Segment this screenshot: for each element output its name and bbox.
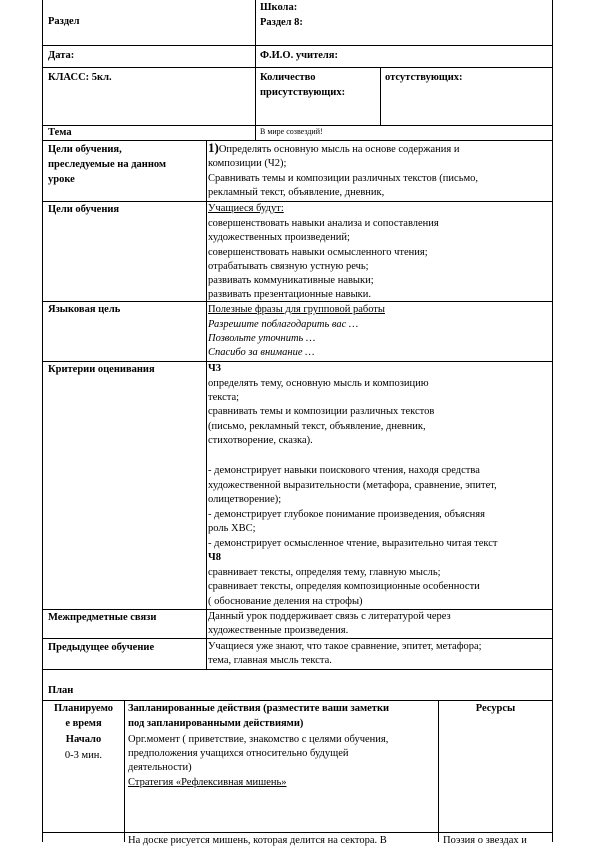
criteria-line: ( обоснование деления на строфы) <box>208 596 363 607</box>
goals-main-label: уроке <box>48 174 75 185</box>
goals-line: развивать коммуникативные навыки; <box>208 275 374 286</box>
prior-line: тема, главная мысль текста. <box>208 655 332 666</box>
goals-main-line: Сравнивать темы и композиции различных текстов (письмо, <box>208 173 479 184</box>
table-border-right <box>552 0 553 842</box>
language-phrase: Спасибо за внимание … <box>208 347 315 358</box>
strategy-link: Стратегия «Рефлексивная мишень» <box>128 777 287 788</box>
goals-main-label: Цели обучения, <box>48 144 122 155</box>
criteria-line: сравнивает тексты, определяя тему, главную мысль; <box>208 567 441 578</box>
criteria-line: роль ХВС; <box>208 523 256 534</box>
column-divider <box>255 0 256 141</box>
next-action-line: На доске рисуется мишень, которая делится на сектора. В <box>128 835 387 846</box>
goals-main-line: Определять основную мысль на основе содержания и <box>218 144 460 155</box>
cross-label: Межпредметные связи <box>48 612 157 623</box>
criteria-line: сравнивает тексты, определяя композиционные особенности <box>208 581 480 592</box>
criteria-code: Ч3 <box>208 363 221 374</box>
criteria-line: текста; <box>208 392 240 403</box>
criteria-line: художественной выразительности (метафора, сравнение, эпитет, <box>208 480 497 491</box>
criteria-line: сравнивать темы и композиции различных текстов <box>208 406 435 417</box>
goals-line: развивать презентационные навыки. <box>208 289 372 300</box>
criteria-line: - демонстрирует глубокое понимание произведения, объясняя <box>208 509 485 520</box>
next-resource-line: Поэзия о звездах и <box>443 835 527 846</box>
goals-heading: Учащиеся будут: <box>208 203 284 214</box>
plan-label: План <box>48 685 74 696</box>
column-divider <box>438 700 439 842</box>
start-time: 0-3 мин. <box>64 750 103 761</box>
class-label: КЛАСС: 5кл. <box>48 72 112 83</box>
language-phrase: Разрешите поблагодарить вас … <box>208 319 359 330</box>
section8-label: Раздел 8: <box>260 17 303 28</box>
time-header: е время <box>65 718 102 729</box>
time-header: Планируемо <box>54 703 113 714</box>
goals-line: художественных произведений; <box>208 232 350 243</box>
criteria-line: стихотворение, сказка). <box>208 435 313 446</box>
language-label: Языковая цель <box>48 304 121 315</box>
row-divider <box>42 45 553 46</box>
criteria-line: определять тему, основную мысль и композицию <box>208 378 429 389</box>
resources-header: Ресурсы <box>475 703 516 714</box>
theme-label: Тема <box>48 127 72 138</box>
prior-line: Учащиеся уже знают, что такое сравнение, эпитет, метафора; <box>208 641 482 652</box>
teacher-label: Ф.И.О. учителя: <box>260 50 338 61</box>
language-phrase: Позвольте уточнить … <box>208 333 316 344</box>
goals-main-line: композиции (Ч2); <box>208 158 287 169</box>
row-divider <box>42 832 553 833</box>
actions-header: Запланированные действия (разместите ваши заметки <box>128 703 390 714</box>
goals-main-number: 1) <box>208 140 219 155</box>
start-label: Начало <box>65 734 102 745</box>
goals-line: совершенствовать навыки анализа и сопоставления <box>208 218 439 229</box>
row-divider <box>42 700 553 701</box>
prior-label: Предыдущее обучение <box>48 642 155 653</box>
row-divider <box>42 201 553 202</box>
column-divider <box>380 67 381 126</box>
row-divider <box>42 361 553 362</box>
action-line: предположения учащихся относительно будущей <box>128 748 349 759</box>
row-divider <box>42 67 553 68</box>
date-label: Дата: <box>48 50 75 61</box>
language-heading: Полезные фразы для групповой работы <box>208 304 385 315</box>
theme-value: В мире созвездий! <box>260 127 323 136</box>
criteria-line: олицетворение); <box>208 494 282 505</box>
actions-header: под запланированными действиями) <box>128 718 304 729</box>
goals-line: совершенствовать навыки осмысленного чтения; <box>208 247 428 258</box>
criteria-label: Критерии оценивания <box>48 364 155 375</box>
criteria-line: - демонстрирует осмысленное чтение, выразительно читая текст <box>208 538 498 549</box>
present-label: Количество <box>260 72 316 83</box>
absent-label: отсутствующих: <box>385 72 463 83</box>
present-label-2: присутствующих: <box>260 87 346 98</box>
school-label: Школа: <box>260 2 298 13</box>
action-line: Орг.момент ( приветствие, знакомство с целями обучения, <box>128 734 389 745</box>
column-divider <box>124 700 125 842</box>
action-line: деятельности) <box>128 762 192 773</box>
criteria-line: - демонстрирует навыки поискового чтения, находя средства <box>208 465 480 476</box>
goals-line: отрабатывать связную устную речь; <box>208 261 369 272</box>
cross-line: Данный урок поддерживает связь с литературой через <box>208 611 451 622</box>
column-divider <box>206 140 207 670</box>
cross-line: художественные произведения. <box>208 625 349 636</box>
section-label: Раздел <box>48 16 80 27</box>
goals-main-label: преследуемые на данном <box>48 159 167 170</box>
goals-label: Цели обучения <box>48 204 120 215</box>
criteria-line: (письмо, рекламный текст, объявление, дневник, <box>208 421 426 432</box>
row-divider <box>42 669 553 670</box>
goals-main-line: рекламный текст, объявление, дневник, <box>208 187 385 198</box>
criteria-code: Ч8 <box>208 552 221 563</box>
